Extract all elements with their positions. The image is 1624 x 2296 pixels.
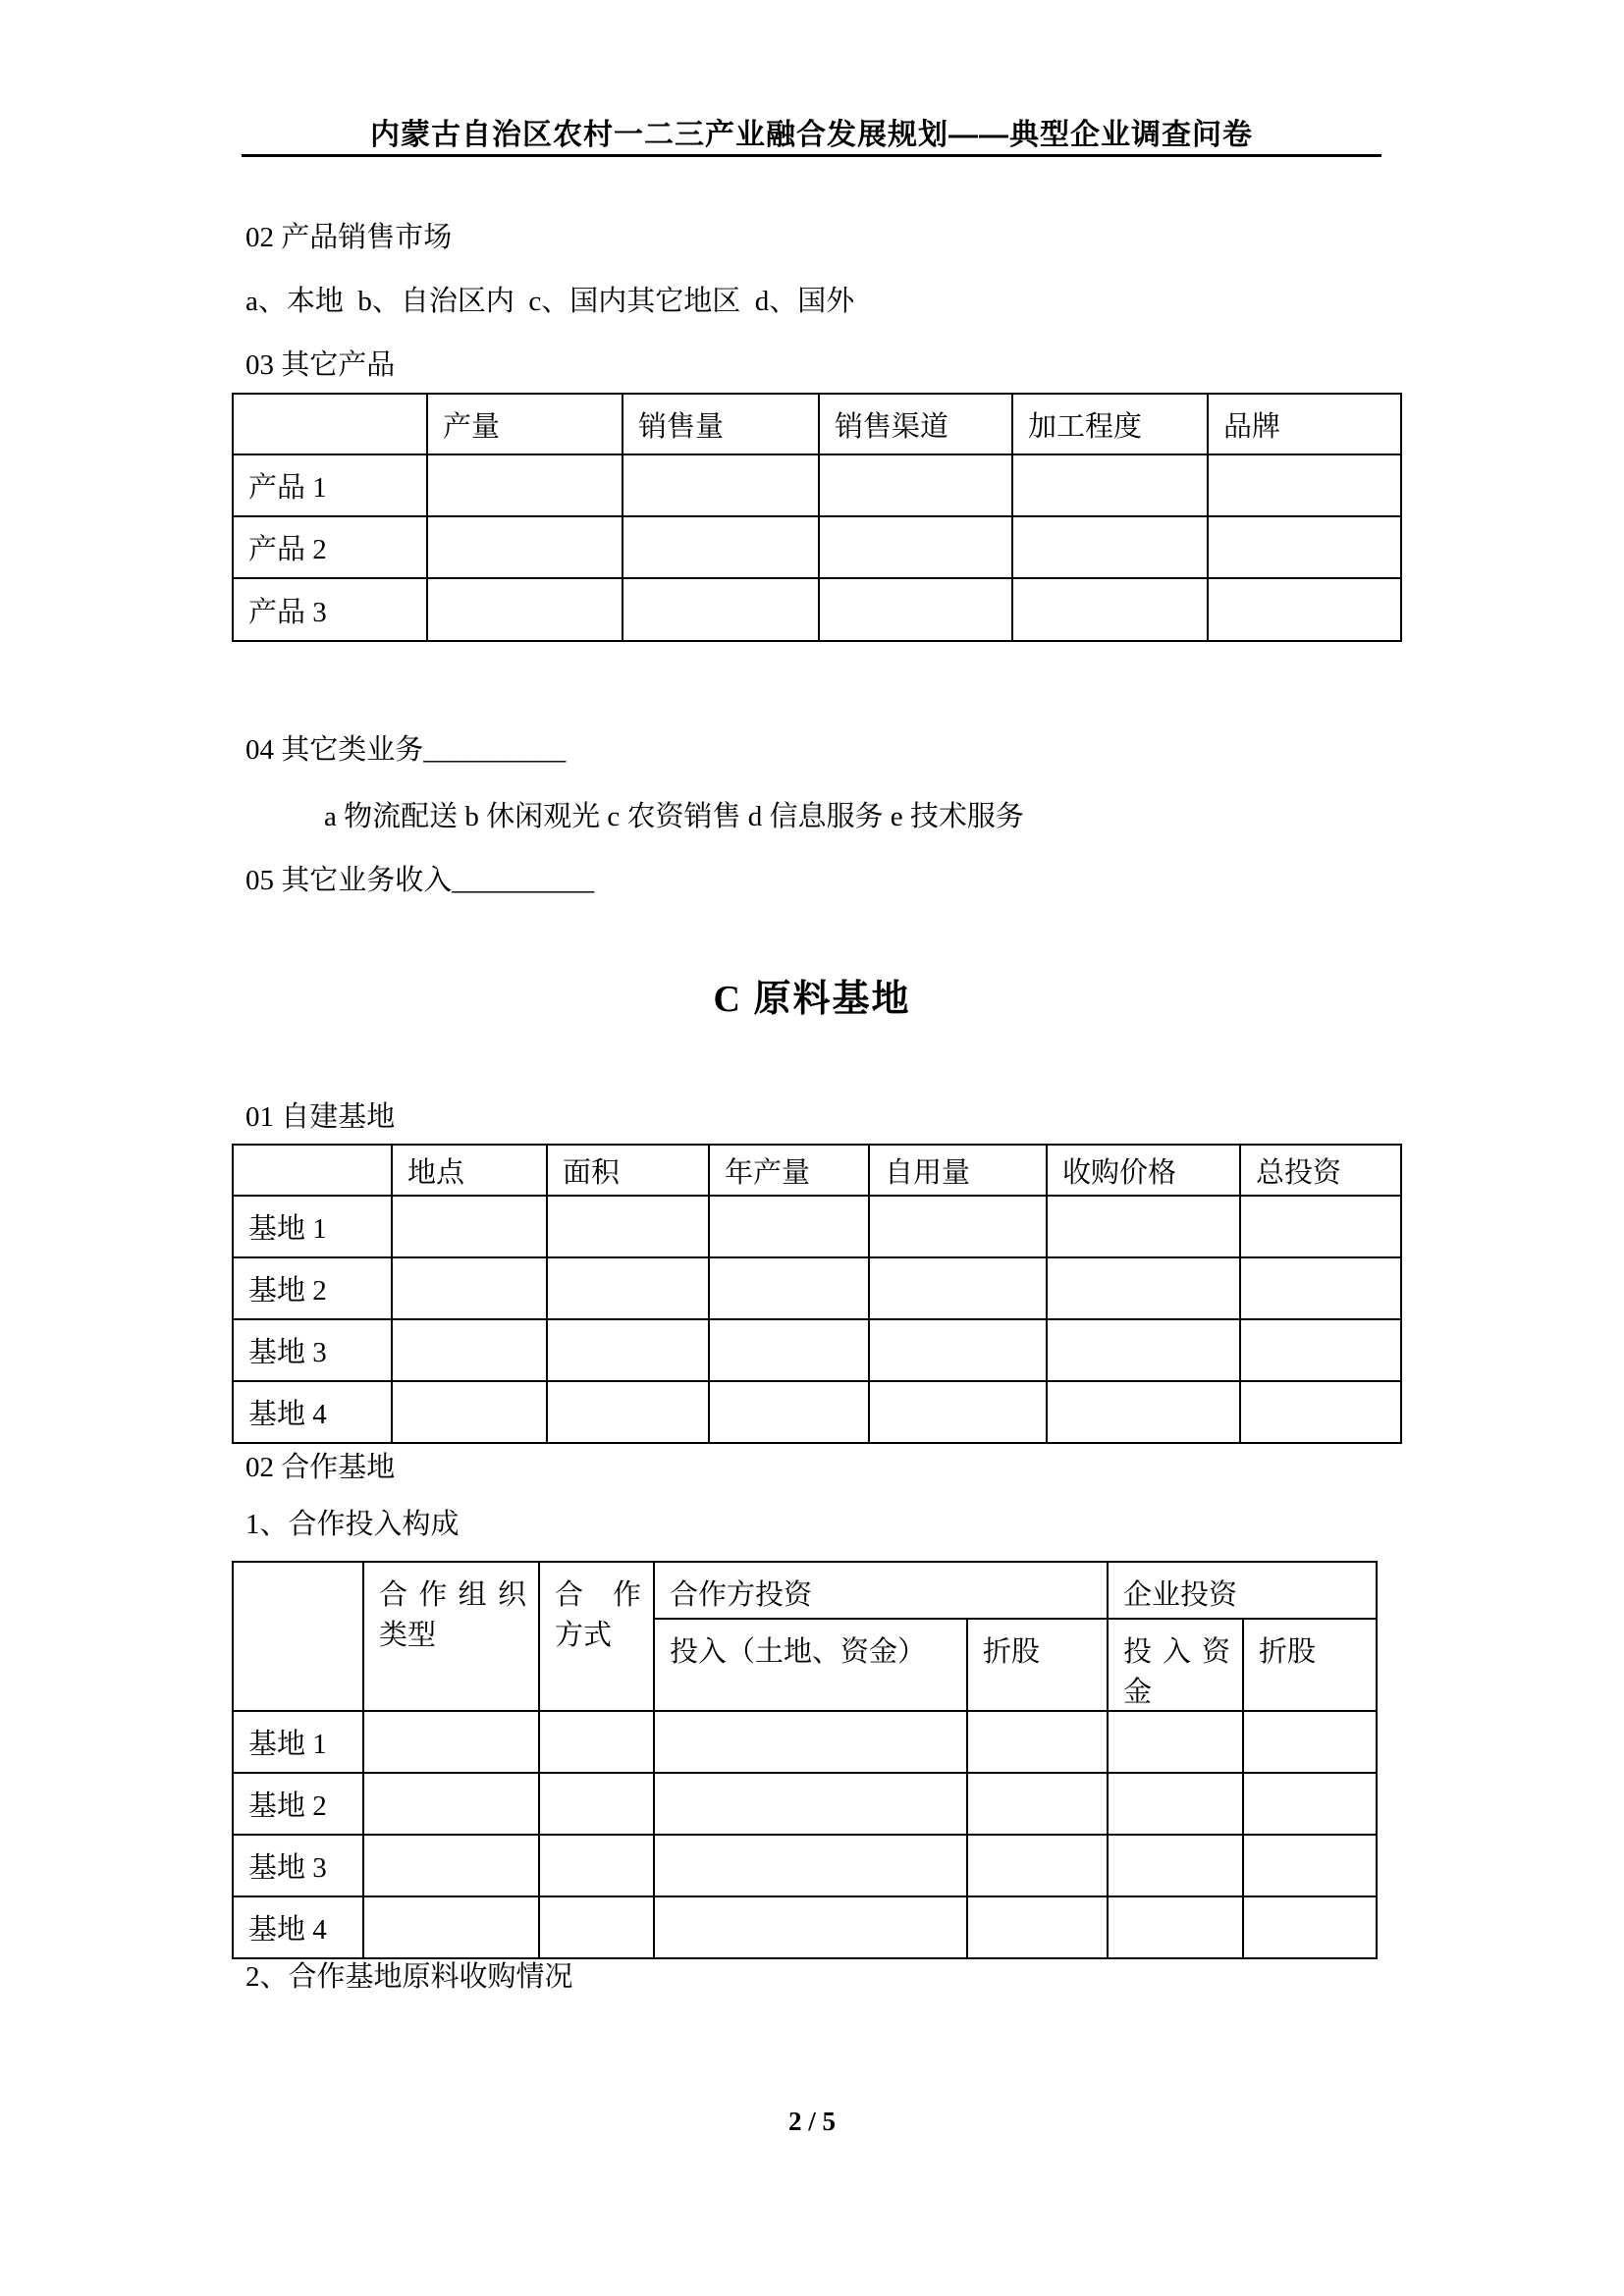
section-c02-item1-label: 1、合作投入构成 (245, 1509, 460, 1540)
column-header: 面积 (547, 1145, 709, 1196)
table-row (233, 1381, 1401, 1443)
row-header: 基地 3 (233, 1319, 392, 1381)
empty-cell (1240, 1196, 1401, 1257)
self-built-base-table (232, 1144, 1402, 1444)
row-header: 产品 2 (233, 516, 427, 578)
table-header-row (233, 394, 1401, 454)
empty-cell (392, 1381, 547, 1443)
question-04-text: 04 其它类业务 (245, 734, 424, 766)
row-header: 基地 4 (233, 1381, 392, 1443)
org-type-line1: 合作组织 (379, 1579, 526, 1611)
question-03-label: 03 其它产品 (245, 349, 396, 381)
coop-mode-line2: 方式 (555, 1620, 613, 1651)
empty-cell (539, 1835, 654, 1896)
empty-cell (709, 1319, 869, 1381)
empty-cell (363, 1896, 539, 1958)
empty-cell (539, 1896, 654, 1958)
question-04-blank: __________ (423, 734, 567, 766)
empty-cell (1240, 1381, 1401, 1443)
empty-cell (869, 1196, 1047, 1257)
empty-cell (819, 454, 1012, 516)
empty-cell (427, 578, 623, 641)
empty-cell (1108, 1773, 1243, 1835)
empty-cell (363, 1711, 539, 1773)
coop-mode-line1: 合作 (555, 1579, 641, 1611)
empty-cell (1047, 1381, 1240, 1443)
empty-cell (623, 454, 819, 516)
empty-cell (967, 1773, 1108, 1835)
question-04-label (245, 734, 566, 767)
table-row (233, 1835, 1377, 1896)
company-input-line2: 金 (1123, 1677, 1153, 1708)
table-row (233, 578, 1401, 641)
section-c-title: C 原料基地 (713, 979, 911, 1020)
section-c02-item2-label: 2、合作基地原料收购情况 (245, 1961, 573, 1993)
row-header: 基地 1 (233, 1711, 363, 1773)
empty-cell (869, 1319, 1047, 1381)
empty-cell (392, 1257, 547, 1319)
column-header: 销售量 (623, 394, 819, 454)
table-row (233, 516, 1401, 578)
question-04-options: a 物流配送 b 休闲观光 c 农资销售 d 信息服务 e 技术服务 (324, 801, 1024, 832)
empty-cell (1208, 578, 1401, 641)
column-header: 自用量 (869, 1145, 1047, 1196)
company-input-line1: 投入资 (1123, 1636, 1231, 1668)
column-header: 地点 (392, 1145, 547, 1196)
empty-cell (623, 516, 819, 578)
table-row (233, 454, 1401, 516)
column-group-company-invest: 企业投资 (1108, 1562, 1377, 1619)
empty-cell (1240, 1257, 1401, 1319)
empty-cell (967, 1896, 1108, 1958)
row-header: 基地 1 (233, 1196, 392, 1257)
empty-cell (1208, 516, 1401, 578)
question-02-options: a、本地 b、自治区内 c、国内其它地区 d、国外 (245, 286, 855, 317)
table-row (233, 1319, 1401, 1381)
empty-cell (967, 1835, 1108, 1896)
empty-cell (539, 1773, 654, 1835)
column-header-partner-share: 折股 (967, 1619, 1108, 1711)
column-header: 加工程度 (1012, 394, 1208, 454)
empty-cell (1047, 1196, 1240, 1257)
empty-cell (1108, 1711, 1243, 1773)
empty-cell (709, 1257, 869, 1319)
question-05-label (245, 865, 594, 897)
column-header: 品牌 (1208, 394, 1401, 454)
column-header-org-type (363, 1562, 539, 1711)
row-header: 基地 2 (233, 1257, 392, 1319)
section-c02-label: 02 合作基地 (245, 1452, 396, 1483)
column-header: 年产量 (709, 1145, 869, 1196)
table-row (233, 1773, 1377, 1835)
corner-cell (233, 1145, 392, 1196)
empty-cell (869, 1257, 1047, 1319)
empty-cell (427, 454, 623, 516)
row-header: 产品 1 (233, 454, 427, 516)
empty-cell (363, 1835, 539, 1896)
empty-cell (363, 1773, 539, 1835)
column-header: 销售渠道 (819, 394, 1012, 454)
column-header: 总投资 (1240, 1145, 1401, 1196)
table-header-row (233, 1145, 1401, 1196)
empty-cell (1047, 1319, 1240, 1381)
question-05-blank: __________ (452, 865, 595, 896)
empty-cell (1108, 1896, 1243, 1958)
document-header-title: 内蒙古自治区农村一二三产业融合发展规划——典型企业调查问卷 (370, 119, 1253, 151)
empty-cell (819, 516, 1012, 578)
empty-cell (1012, 578, 1208, 641)
empty-cell (427, 516, 623, 578)
column-header-company-input (1108, 1619, 1243, 1711)
column-header: 收购价格 (1047, 1145, 1240, 1196)
empty-cell (1108, 1835, 1243, 1896)
empty-cell (709, 1381, 869, 1443)
column-group-partner-invest: 合作方投资 (654, 1562, 1108, 1619)
empty-cell (654, 1773, 967, 1835)
table-row (233, 1896, 1377, 1958)
table-row (233, 1711, 1377, 1773)
empty-cell (654, 1896, 967, 1958)
empty-cell (1208, 454, 1401, 516)
empty-cell (1243, 1835, 1377, 1896)
empty-cell (392, 1319, 547, 1381)
section-c01-label: 01 自建基地 (245, 1101, 396, 1133)
org-type-line2: 类型 (379, 1620, 437, 1651)
empty-cell (623, 578, 819, 641)
column-header-company-share: 折股 (1243, 1619, 1377, 1711)
empty-cell (819, 578, 1012, 641)
empty-cell (547, 1319, 709, 1381)
empty-cell (1012, 454, 1208, 516)
corner-cell (233, 394, 427, 454)
other-products-table (232, 393, 1402, 642)
empty-cell (709, 1196, 869, 1257)
column-header: 产量 (427, 394, 623, 454)
corner-cell (233, 1562, 363, 1711)
empty-cell (547, 1381, 709, 1443)
empty-cell (1243, 1896, 1377, 1958)
empty-cell (967, 1711, 1108, 1773)
empty-cell (392, 1196, 547, 1257)
row-header: 基地 4 (233, 1896, 363, 1958)
footer-page-number: 2 / 5 (787, 2107, 836, 2136)
table-row (233, 1257, 1401, 1319)
empty-cell (1012, 516, 1208, 578)
table-row (233, 1196, 1401, 1257)
empty-cell (539, 1711, 654, 1773)
column-header-coop-mode (539, 1562, 654, 1711)
empty-cell (1243, 1711, 1377, 1773)
table-header-row (233, 1562, 1377, 1619)
question-02-label: 02 产品销售市场 (245, 222, 453, 253)
empty-cell (547, 1196, 709, 1257)
coop-base-table (232, 1561, 1378, 1959)
row-header: 基地 2 (233, 1773, 363, 1835)
empty-cell (1243, 1773, 1377, 1835)
empty-cell (1240, 1319, 1401, 1381)
column-header-partner-input: 投入（土地、资金） (654, 1619, 967, 1711)
empty-cell (869, 1381, 1047, 1443)
empty-cell (547, 1257, 709, 1319)
row-header: 基地 3 (233, 1835, 363, 1896)
empty-cell (654, 1711, 967, 1773)
row-header: 产品 3 (233, 578, 427, 641)
empty-cell (654, 1835, 967, 1896)
header-rule (242, 154, 1381, 157)
question-05-text: 05 其它业务收入 (245, 865, 453, 896)
empty-cell (1047, 1257, 1240, 1319)
